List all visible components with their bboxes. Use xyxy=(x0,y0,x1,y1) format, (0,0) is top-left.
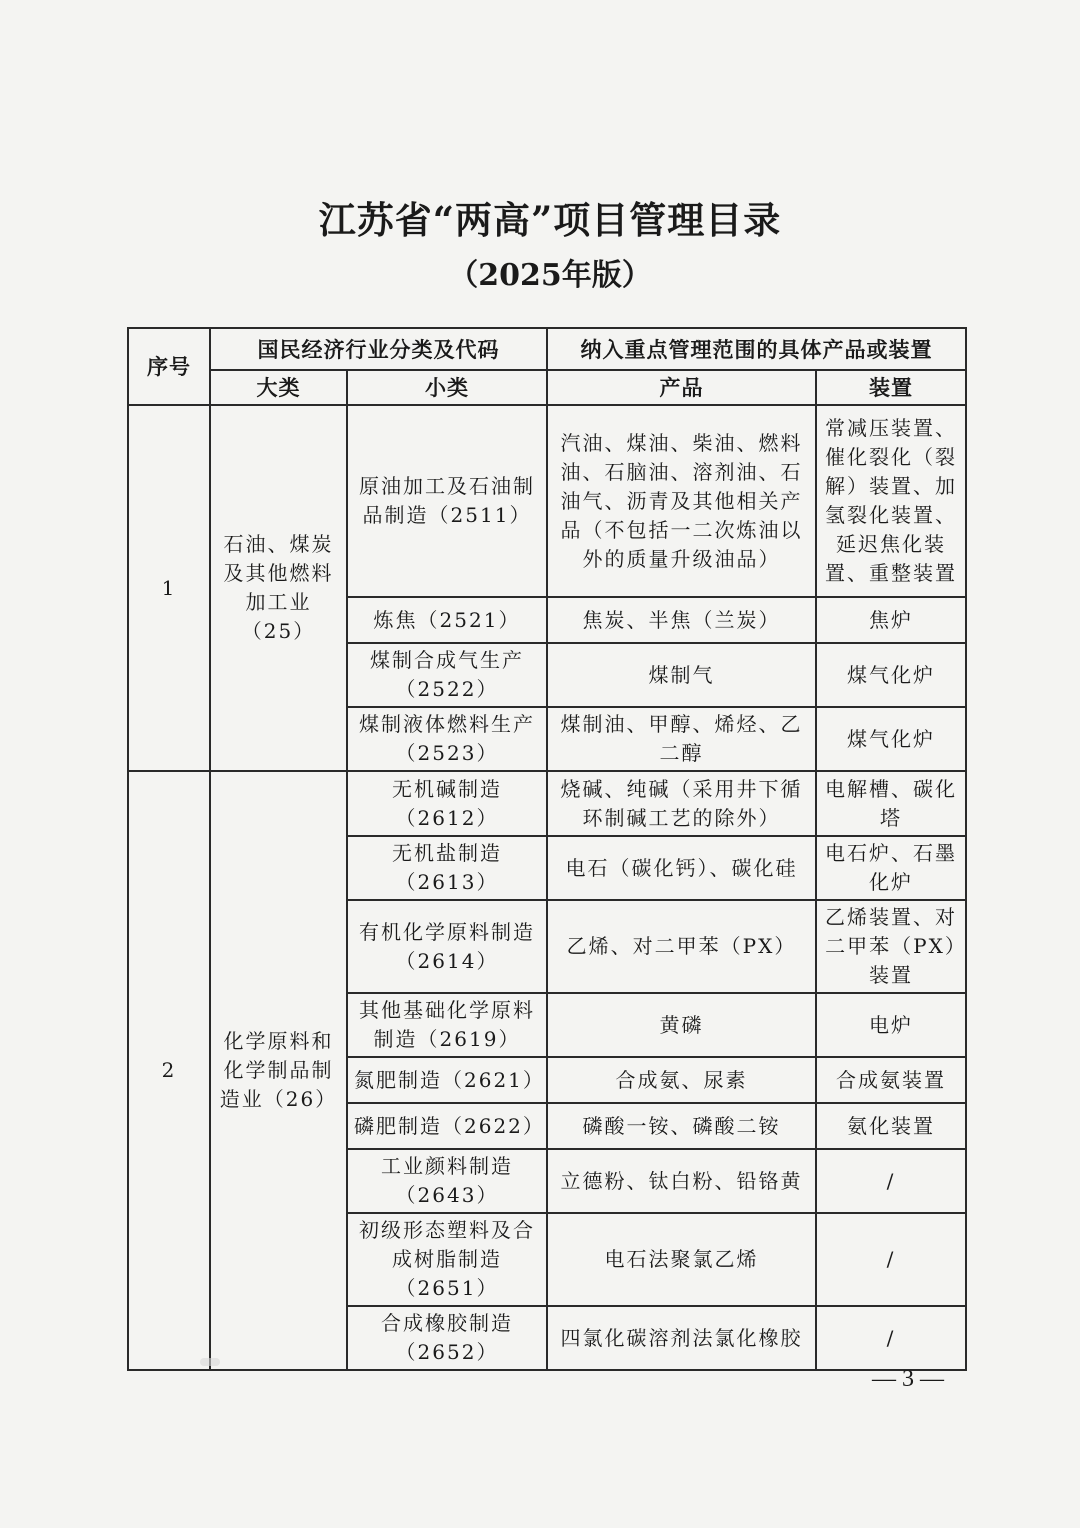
header-scope: 纳入重点管理范围的具体产品或装置 xyxy=(547,328,966,370)
product-cell: 焦炭、半焦（兰炭） xyxy=(547,597,816,643)
minor-category-cell: 氮肥制造（2621） xyxy=(347,1057,547,1103)
header-minor: 小类 xyxy=(347,370,547,405)
device-cell: 电炉 xyxy=(816,993,966,1057)
product-cell: 合成氨、尿素 xyxy=(547,1057,816,1103)
table-row xyxy=(128,405,966,597)
device-cell: 电解槽、碳化塔 xyxy=(816,771,966,836)
minor-category-cell: 磷肥制造（2622） xyxy=(347,1103,547,1149)
device-cell: 煤气化炉 xyxy=(816,643,966,707)
page-number: — 3 — xyxy=(872,1366,944,1392)
header-row-sub xyxy=(128,370,966,405)
seq-cell: 2 xyxy=(128,771,210,1370)
product-cell: 电石（碳化钙）、碳化硅 xyxy=(547,836,816,900)
header-industry: 国民经济行业分类及代码 xyxy=(210,328,547,370)
header-product: 产品 xyxy=(547,370,816,405)
device-cell: 焦炉 xyxy=(816,597,966,643)
minor-category-cell: 原油加工及石油制品制造（2511） xyxy=(347,405,547,597)
device-cell: / xyxy=(816,1149,966,1213)
header-device: 装置 xyxy=(816,370,966,405)
header-seq: 序号 xyxy=(128,328,210,405)
product-cell: 四氯化碳溶剂法氯化橡胶 xyxy=(547,1306,816,1370)
minor-category-cell: 有机化学原料制造（2614） xyxy=(347,900,547,993)
device-cell: / xyxy=(816,1213,966,1306)
product-cell: 立德粉、钛白粉、铅铬黄 xyxy=(547,1149,816,1213)
device-cell: / xyxy=(816,1306,966,1370)
header-major: 大类 xyxy=(210,370,347,405)
device-cell: 煤气化炉 xyxy=(816,707,966,771)
minor-category-cell: 合成橡胶制造（2652） xyxy=(347,1306,547,1370)
major-category-cell: 石油、煤炭及其他燃料加工业（25） xyxy=(210,405,347,771)
product-cell: 黄磷 xyxy=(547,993,816,1057)
minor-category-cell: 初级形态塑料及合成树脂制造（2651） xyxy=(347,1213,547,1306)
catalog-table xyxy=(127,327,967,1371)
minor-category-cell: 煤制合成气生产（2522） xyxy=(347,643,547,707)
minor-category-cell: 工业颜料制造（2643） xyxy=(347,1149,547,1213)
device-cell: 氨化装置 xyxy=(816,1103,966,1149)
seq-cell: 1 xyxy=(128,405,210,771)
product-cell: 汽油、煤油、柴油、燃料油、石脑油、溶剂油、石油气、沥青及其他相关产品（不包括一二次炼油以外的质量升级油品） xyxy=(547,405,816,597)
device-cell: 电石炉、石墨化炉 xyxy=(816,836,966,900)
document-title: 江苏省“两高”项目管理目录 xyxy=(318,198,782,242)
table-row xyxy=(128,771,966,836)
product-cell: 乙烯、对二甲苯（PX） xyxy=(547,900,816,993)
minor-category-cell: 其他基础化学原料制造（2619） xyxy=(347,993,547,1057)
scan-smudge xyxy=(200,1358,220,1366)
product-cell: 烧碱、纯碱（采用井下循环制碱工艺的除外） xyxy=(547,771,816,836)
device-cell: 合成氨装置 xyxy=(816,1057,966,1103)
product-cell: 煤制气 xyxy=(547,643,816,707)
product-cell: 煤制油、甲醇、烯烃、乙二醇 xyxy=(547,707,816,771)
product-cell: 电石法聚氯乙烯 xyxy=(547,1213,816,1306)
product-cell: 磷酸一铵、磷酸二铵 xyxy=(547,1103,816,1149)
minor-category-cell: 无机碱制造（2612） xyxy=(347,771,547,836)
document-subtitle: （2025年版） xyxy=(448,258,652,293)
minor-category-cell: 煤制液体燃料生产（2523） xyxy=(347,707,547,771)
device-cell: 乙烯装置、对二甲苯（PX）装置 xyxy=(816,900,966,993)
device-cell: 常减压装置、催化裂化（裂解）装置、加氢裂化装置、延迟焦化装置、重整装置 xyxy=(816,405,966,597)
major-category-cell: 化学原料和化学制品制造业（26） xyxy=(210,771,347,1370)
header-row-top xyxy=(128,328,966,370)
minor-category-cell: 无机盐制造（2613） xyxy=(347,836,547,900)
minor-category-cell: 炼焦（2521） xyxy=(347,597,547,643)
